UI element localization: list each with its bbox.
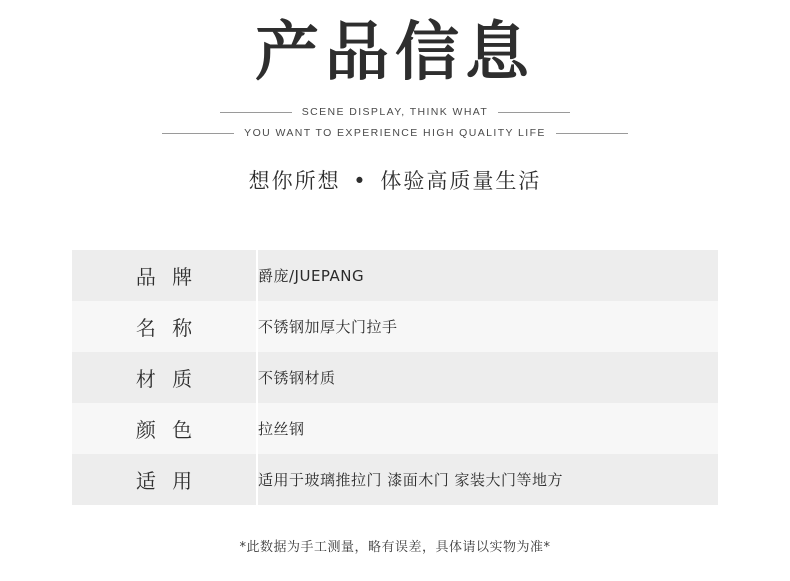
table-row xyxy=(72,454,718,505)
english-tagline-line-2 xyxy=(162,127,628,139)
spec-value: 不锈钢加厚大门拉手 xyxy=(257,301,718,352)
divider-rule-right xyxy=(498,112,570,113)
spec-label: 颜 色 xyxy=(72,403,257,454)
english-tagline-text-2: YOU WANT TO EXPERIENCE HIGH QUALITY LIFE xyxy=(244,127,546,140)
divider-rule-left xyxy=(220,112,292,113)
bullet-separator-icon: • xyxy=(353,169,368,194)
page-title: 产品信息 xyxy=(255,16,535,90)
divider-rule-left-2 xyxy=(162,133,234,134)
spec-label: 材 质 xyxy=(72,352,257,403)
english-tagline-line-1 xyxy=(220,106,571,118)
measurement-footnote: *此数据为手工测量，略有误差，具体请以实物为准* xyxy=(239,540,551,555)
table-row xyxy=(72,352,718,403)
spec-label: 品 牌 xyxy=(72,250,257,301)
spec-label: 名 称 xyxy=(72,301,257,352)
spec-value: 适用于玻璃推拉门 漆面木门 家装大门等地方 xyxy=(257,454,718,505)
chinese-tagline xyxy=(0,165,790,195)
spec-value: 拉丝钢 xyxy=(257,403,718,454)
chinese-tagline-left: 想你所想 xyxy=(248,169,341,194)
table-row xyxy=(72,250,718,301)
english-tagline xyxy=(0,106,790,139)
table-row xyxy=(72,301,718,352)
table-row xyxy=(72,403,718,454)
specification-table xyxy=(72,250,718,505)
spec-value: 不锈钢材质 xyxy=(257,352,718,403)
divider-rule-right-2 xyxy=(556,133,628,134)
spec-label: 适 用 xyxy=(72,454,257,505)
chinese-tagline-right: 体验高质量生活 xyxy=(380,169,542,194)
spec-value: 爵庞/JUEPANG xyxy=(257,250,718,301)
page-header xyxy=(0,0,790,195)
english-tagline-text-1: SCENE DISPLAY, THINK WHAT xyxy=(301,106,489,119)
